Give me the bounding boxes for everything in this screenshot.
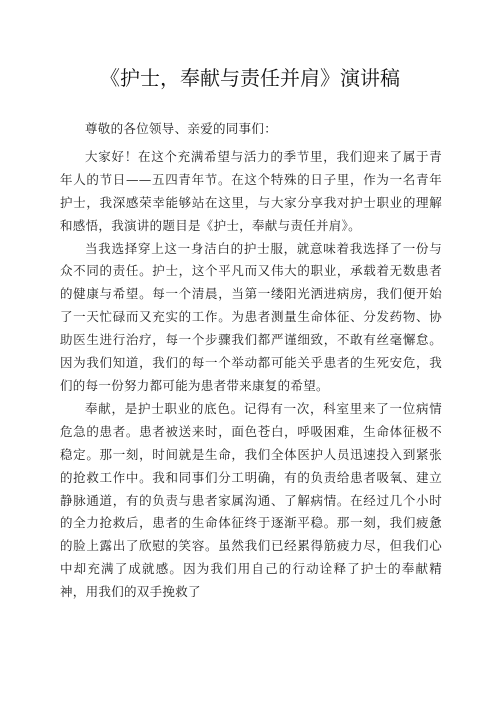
paragraph-3: 奉献，是护士职业的底色。记得有一次，科室里来了一位病情危急的患者。患者被送来时，面色苍白，呼吸困难，生命体征极不稳定。那一刻，时间就是生命，我们全体医护人员迅速投入到紧张的抢救工作中。我和同事们分工明确，有的负责给患者吸氧、建立静脉通道，有的负责与患者家属沟通、了解病情。在经过几个小时的全力抢救后，患者的生命体征终于逐渐平稳。那一刻，我们疲惫的脸上露出了欣慰的笑容。虽然我们已经累得筋疲力尽，但我们心中却充满了成就感。因为我们用自己的行动诠释了护士的奉献精神，用我们的双手挽救了: [60, 400, 442, 600]
paragraph-2: 当我选择穿上这一身洁白的护士服，就意味着我选择了一份与众不同的责任。护士，这个平凡而又伟大的职业，承载着无数患者的健康与希望。每一个清晨，当第一缕阳光洒进病房，我们便开始了一天忙碌而又充实的工作。为患者测量生命体征、分发药物、协助医生进行治疗，每一个步骤我们都严谨细致，不敢有丝毫懈怠。因为我们知道，我们的每一个举动都可能关乎患者的生死安危，我们的每一份努力都可能为患者带来康复的希望。: [60, 240, 442, 393]
document-title: 《护士，奉献与责任并肩》演讲稿: [100, 66, 400, 90]
paragraph-1: 大家好！在这个充满希望与活力的季节里，我们迎来了属于青年人的节日——五四青年节。在这个特殊的日子里，作为一名青年护士，我深感荣幸能够站在这里，与大家分享我对护士职业的理解和感悟，我演讲的题目是《护士，奉献与责任并肩》。: [60, 148, 442, 233]
document-body: [60, 118, 442, 604]
salutation: 尊敬的各位领导、亲爱的同事们：: [85, 121, 278, 136]
